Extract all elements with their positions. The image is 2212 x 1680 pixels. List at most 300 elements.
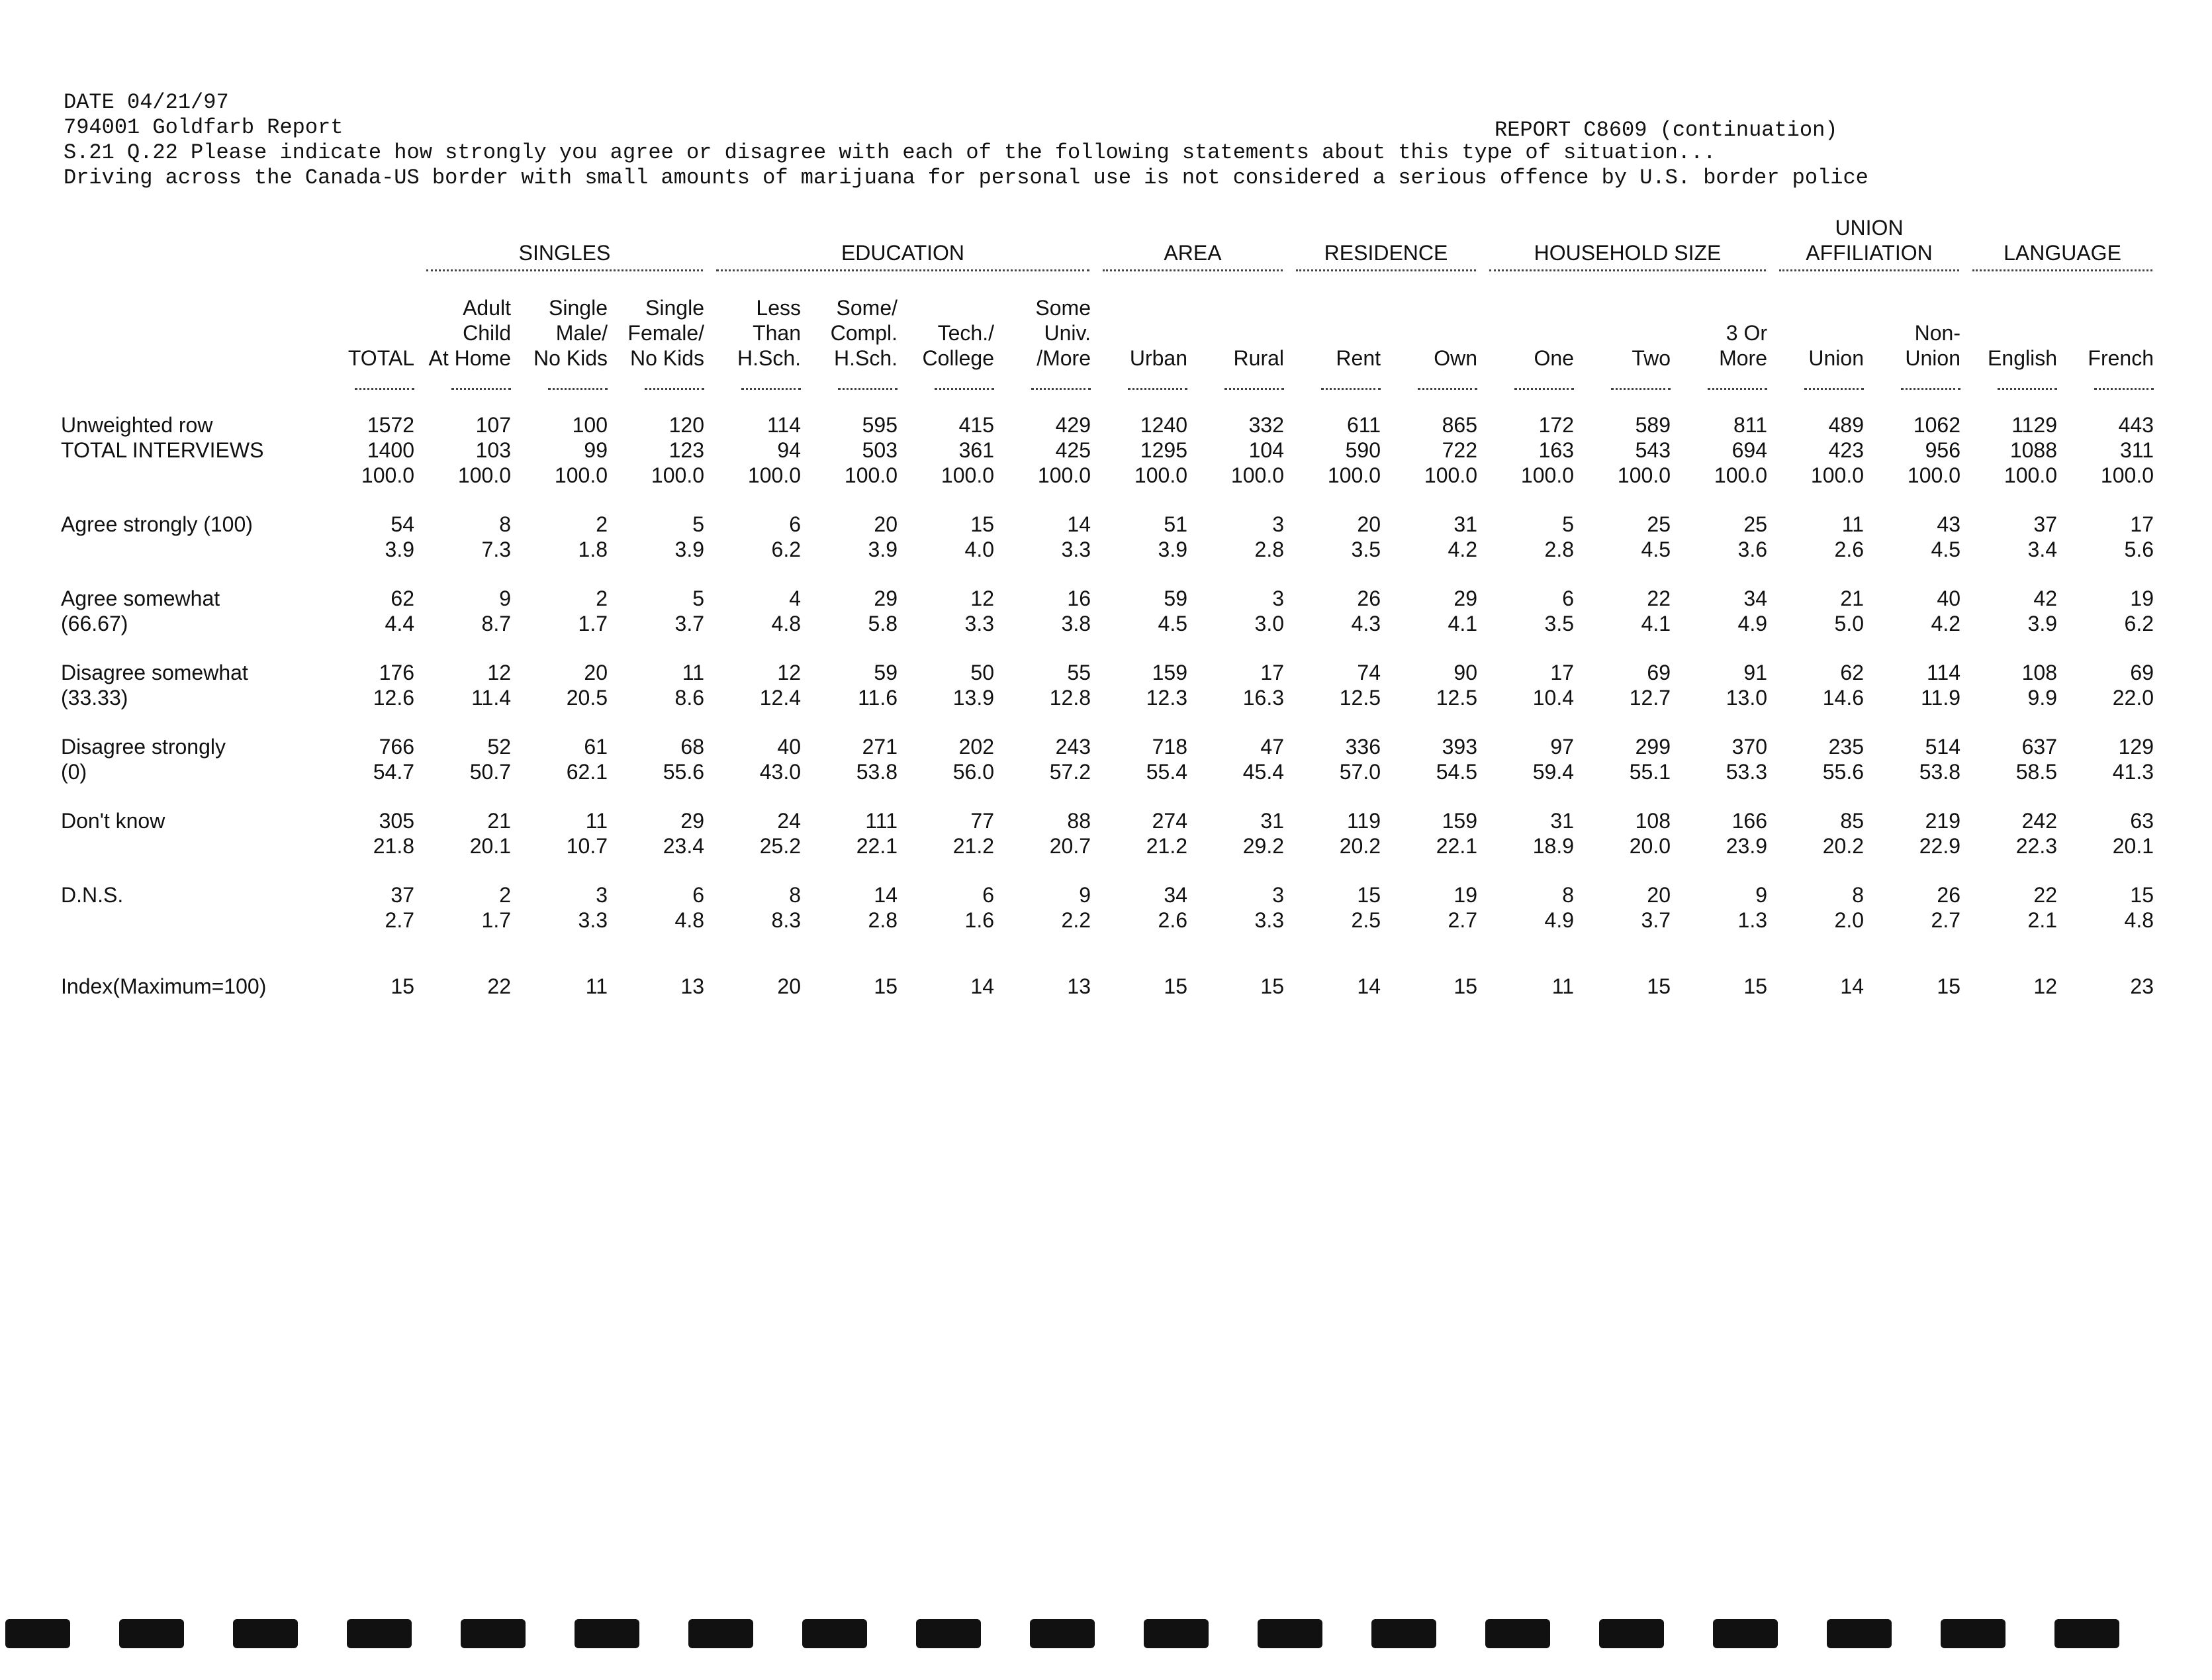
percent-cell: 22.1 (856, 834, 898, 858)
count-cell: 62 (1840, 661, 1864, 684)
index-cell: 12 (2033, 974, 2057, 998)
percent-cell: 3.6 (1737, 537, 1767, 561)
count-cell: 40 (1937, 586, 1960, 610)
count-cell: 514 (1925, 735, 1960, 759)
base-cell: 100.0 (844, 463, 898, 487)
count-cell: 37 (2033, 512, 2057, 536)
percent-cell: 22.9 (1919, 834, 1960, 858)
percent-cell: 3.7 (674, 612, 704, 635)
column-underline (516, 371, 613, 395)
percent-cell: 4.5 (1931, 537, 1960, 561)
count-cell: 114 (1926, 661, 1960, 684)
base-cell: 107 (475, 413, 511, 437)
edge-mark (461, 1619, 526, 1648)
report-date: DATE 04/21/97 (64, 90, 229, 115)
percent-cell: 12.5 (1436, 686, 1477, 710)
percent-cell: 13.0 (1726, 686, 1767, 710)
base-row-pct (58, 463, 2159, 488)
count-cell: 8 (789, 883, 801, 907)
base-cell: 811 (1733, 413, 1767, 437)
count-cell: 22 (2033, 883, 2057, 907)
response-row-counts (58, 808, 2159, 833)
base-cell: 722 (1442, 438, 1477, 462)
count-cell: 91 (1743, 661, 1767, 684)
percent-cell: 3.3 (1254, 908, 1284, 932)
response-label: Don't know (61, 809, 165, 833)
count-cell: 176 (379, 661, 414, 684)
percent-cell: 5.8 (868, 612, 898, 635)
index-cell: 11 (585, 974, 608, 998)
percent-cell: 2.5 (1351, 908, 1381, 932)
percent-cell: 57.0 (1339, 760, 1381, 784)
edge-mark (1258, 1619, 1322, 1648)
edge-mark (119, 1619, 184, 1648)
count-cell: 54 (391, 512, 414, 536)
count-cell: 15 (2130, 883, 2154, 907)
percent-cell: 3.3 (1061, 537, 1091, 561)
column-header-blank (58, 271, 323, 371)
count-cell: 2 (499, 883, 511, 907)
count-cell: 9 (1079, 883, 1091, 907)
column-header: Some/ Compl. H.Sch. (830, 296, 898, 370)
base-cell: 172 (1538, 413, 1574, 437)
count-cell: 43 (1937, 512, 1960, 536)
edge-mark (347, 1619, 412, 1648)
count-cell: 5 (1562, 512, 1574, 536)
count-cell: 8 (1562, 883, 1574, 907)
percent-cell: 2.8 (1544, 537, 1574, 561)
index-cell: 15 (1453, 974, 1477, 998)
index-cell: 14 (1357, 974, 1381, 998)
column-header: TOTAL (347, 346, 414, 370)
response-row-pcts (58, 833, 2159, 859)
percent-cell: 53.8 (856, 760, 898, 784)
percent-cell: 16.3 (1242, 686, 1284, 710)
percent-cell: 2.6 (1158, 908, 1187, 932)
count-cell: 69 (2130, 661, 2154, 684)
count-cell: 219 (1925, 809, 1960, 833)
percent-cell: 55.6 (663, 760, 704, 784)
group-header-label: UNION AFFILIATION (1779, 215, 1959, 271)
count-cell: 34 (1743, 586, 1767, 610)
percent-cell: 56.0 (952, 760, 994, 784)
group-header-label: EDUCATION (716, 240, 1089, 271)
group-header-label: LANGUAGE (1972, 240, 2152, 271)
count-cell: 69 (1647, 661, 1671, 684)
percent-cell: 20.0 (1629, 834, 1671, 858)
count-cell: 17 (1550, 661, 1574, 684)
percent-cell: 20.5 (566, 686, 608, 710)
group-header-label: HOUSEHOLD SIZE (1489, 240, 1766, 271)
count-cell: 14 (874, 883, 898, 907)
index-cell: 15 (1743, 974, 1767, 998)
percent-cell: 2.7 (1931, 908, 1960, 932)
count-cell: 88 (1067, 809, 1091, 833)
base-cell: 589 (1635, 413, 1671, 437)
count-cell: 274 (1152, 809, 1187, 833)
percent-cell: 21.2 (1146, 834, 1187, 858)
percent-cell: 3.9 (1158, 537, 1187, 561)
percent-cell: 3.8 (1061, 612, 1091, 635)
base-cell: 100.0 (651, 463, 704, 487)
edge-mark (1030, 1619, 1095, 1648)
base-cell: 1400 (367, 438, 414, 462)
column-underline (323, 371, 420, 395)
count-cell: 20 (1647, 883, 1671, 907)
percent-cell: 3.9 (385, 537, 414, 561)
index-cell: 20 (777, 974, 801, 998)
count-cell: 47 (1260, 735, 1284, 759)
percent-cell: 53.3 (1726, 760, 1767, 784)
column-underline (1869, 371, 1966, 395)
percent-cell: 1.7 (481, 908, 511, 932)
count-cell: 68 (680, 735, 704, 759)
response-row-pcts (58, 908, 2159, 933)
percent-cell: 2.0 (1834, 908, 1864, 932)
count-cell: 26 (1937, 883, 1960, 907)
count-cell: 59 (874, 661, 898, 684)
count-cell: 42 (2033, 586, 2057, 610)
column-underline (1773, 371, 1869, 395)
column-underline (1579, 371, 1676, 395)
column-header: 3 Or More (1719, 321, 1767, 370)
percent-cell: 3.3 (578, 908, 608, 932)
percent-cell: 4.1 (1641, 612, 1671, 635)
percent-cell: 13.9 (952, 686, 994, 710)
index-cell: 15 (391, 974, 414, 998)
base-cell: 100.0 (1810, 463, 1864, 487)
base-cell: 543 (1635, 438, 1671, 462)
base-cell: 100.0 (1327, 463, 1381, 487)
percent-cell: 12.3 (1146, 686, 1187, 710)
response-label: Disagree somewhat (33.33) (61, 661, 248, 710)
count-cell: 129 (2118, 735, 2154, 759)
base-cell: 100.0 (747, 463, 801, 487)
count-cell: 299 (1635, 735, 1671, 759)
index-label: Index(Maximum=100) (61, 974, 267, 998)
count-cell: 74 (1357, 661, 1381, 684)
base-cell: 163 (1538, 438, 1574, 462)
group-header (1773, 210, 1966, 271)
count-cell: 5 (692, 586, 704, 610)
column-underline (1096, 371, 1193, 395)
count-cell: 31 (1260, 809, 1284, 833)
count-cell: 235 (1828, 735, 1864, 759)
page-edge-marks (0, 1615, 2212, 1655)
percent-cell: 11.9 (1921, 686, 1960, 710)
count-cell: 637 (2021, 735, 2057, 759)
count-cell: 52 (487, 735, 511, 759)
count-cell: 6 (982, 883, 994, 907)
edge-mark (1713, 1619, 1778, 1648)
count-cell: 9 (499, 586, 511, 610)
count-cell: 31 (1550, 809, 1574, 833)
percent-cell: 2.6 (1834, 537, 1864, 561)
count-cell: 2 (596, 512, 608, 536)
count-cell: 718 (1152, 735, 1187, 759)
column-underline (1483, 371, 1579, 395)
count-cell: 5 (692, 512, 704, 536)
column-header: Rural (1233, 346, 1284, 370)
base-cell: 311 (2119, 438, 2154, 462)
response-row-counts (58, 586, 2159, 611)
percent-cell: 10.4 (1532, 686, 1574, 710)
edge-mark (1371, 1619, 1436, 1648)
column-underline (903, 371, 999, 395)
response-label: Agree somewhat (66.67) (61, 586, 220, 635)
percent-cell: 4.0 (964, 537, 994, 561)
base-cell: 1240 (1140, 413, 1187, 437)
percent-cell: 21.2 (952, 834, 994, 858)
percent-cell: 4.9 (1737, 612, 1767, 635)
response-label: D.N.S. (61, 883, 124, 907)
count-cell: 19 (1453, 883, 1477, 907)
index-cell: 15 (874, 974, 898, 998)
count-cell: 37 (391, 883, 414, 907)
base-row-total (58, 438, 2159, 463)
percent-cell: 22.0 (2112, 686, 2154, 710)
count-cell: 61 (584, 735, 608, 759)
percent-cell: 8.3 (771, 908, 801, 932)
group-header (710, 210, 1096, 271)
column-underline (999, 371, 1096, 395)
index-cell: 13 (1067, 974, 1091, 998)
count-cell: 16 (1067, 586, 1091, 610)
index-cell: 15 (1647, 974, 1671, 998)
percent-cell: 2.7 (385, 908, 414, 932)
count-cell: 6 (1562, 586, 1574, 610)
percent-cell: 53.8 (1919, 760, 1960, 784)
count-cell: 25 (1647, 512, 1671, 536)
percent-cell: 3.5 (1544, 612, 1574, 635)
count-cell: 6 (789, 512, 801, 536)
percent-cell: 20.1 (469, 834, 511, 858)
count-cell: 26 (1357, 586, 1381, 610)
base-cell: 114 (766, 413, 801, 437)
percent-cell: 55.4 (1146, 760, 1187, 784)
base-cell: 100.0 (1617, 463, 1671, 487)
base-cell: 415 (958, 413, 994, 437)
column-header: Two (1632, 346, 1671, 370)
percent-cell: 3.9 (674, 537, 704, 561)
percent-cell: 4.8 (2124, 908, 2154, 932)
column-underline (613, 371, 710, 395)
response-row-counts (58, 660, 2159, 685)
percent-cell: 3.5 (1351, 537, 1381, 561)
percent-cell: 55.6 (1822, 760, 1864, 784)
count-cell: 8 (1852, 883, 1864, 907)
count-cell: 370 (1731, 735, 1767, 759)
base-cell: 100.0 (1424, 463, 1477, 487)
base-cell: 94 (777, 438, 801, 462)
count-cell: 202 (958, 735, 994, 759)
report-id: REPORT C8609 (continuation) (1495, 118, 1838, 142)
column-underline (2062, 371, 2159, 395)
column-underline (1193, 371, 1289, 395)
percent-cell: 20.2 (1822, 834, 1864, 858)
column-header: Less Than H.Sch. (737, 296, 801, 370)
percent-cell: 20.2 (1339, 834, 1381, 858)
percent-cell: 3.9 (2027, 612, 2057, 635)
percent-cell: 54.5 (1436, 760, 1477, 784)
percent-cell: 21.8 (373, 834, 414, 858)
percent-cell: 3.9 (868, 537, 898, 561)
count-cell: 12 (487, 661, 511, 684)
percent-cell: 8.6 (674, 686, 704, 710)
percent-cell: 62.1 (566, 760, 608, 784)
count-cell: 271 (862, 735, 898, 759)
count-cell: 34 (1164, 883, 1187, 907)
base-cell: 443 (2118, 413, 2154, 437)
column-header: French (2088, 346, 2154, 370)
count-cell: 119 (1346, 809, 1381, 833)
percent-cell: 29.2 (1242, 834, 1284, 858)
percent-cell: 2.8 (1254, 537, 1284, 561)
index-cell: 15 (1260, 974, 1284, 998)
percent-cell: 43.0 (759, 760, 801, 784)
percent-cell: 54.7 (373, 760, 414, 784)
percent-cell: 3.0 (1254, 612, 1284, 635)
column-header: One (1534, 346, 1574, 370)
index-cell: 13 (680, 974, 704, 998)
count-cell: 4 (789, 586, 801, 610)
base-cell: 100.0 (1037, 463, 1091, 487)
count-cell: 77 (970, 809, 994, 833)
percent-cell: 23.4 (663, 834, 704, 858)
response-label: Disagree strongly (0) (61, 735, 226, 784)
edge-mark (1941, 1619, 2005, 1648)
percent-cell: 7.3 (481, 537, 511, 561)
count-cell: 51 (1164, 512, 1187, 536)
response-row-counts (58, 734, 2159, 759)
count-cell: 11 (585, 809, 608, 833)
dash-blank (58, 371, 323, 395)
base-cell: 1062 (1913, 413, 1960, 437)
column-header: Some Univ. /More (1035, 296, 1091, 370)
base-cell: 123 (668, 438, 704, 462)
count-cell: 20 (874, 512, 898, 536)
count-cell: 8 (499, 512, 511, 536)
percent-cell: 22.3 (2015, 834, 2057, 858)
base-cell: 1129 (2011, 413, 2057, 437)
percent-cell: 2.8 (868, 908, 898, 932)
response-label: Agree strongly (100) (61, 512, 253, 536)
index-cell: 14 (1840, 974, 1864, 998)
column-header: Adult Child At Home (428, 296, 511, 370)
percent-cell: 45.4 (1242, 760, 1284, 784)
index-cell: 11 (1551, 974, 1574, 998)
count-cell: 11 (682, 661, 704, 684)
group-header (1289, 210, 1483, 271)
edge-mark (2054, 1619, 2119, 1648)
base-cell: 590 (1345, 438, 1381, 462)
count-cell: 62 (391, 586, 414, 610)
count-cell: 29 (680, 809, 704, 833)
statement-text: Driving across the Canada-US border with small amounts of marijuana for personal use is not considered a serious offence by U.S. border police (64, 165, 1868, 190)
count-cell: 24 (777, 809, 801, 833)
column-header: English (1988, 346, 2057, 370)
count-cell: 20 (584, 661, 608, 684)
percent-cell: 4.4 (385, 612, 414, 635)
count-cell: 31 (1453, 512, 1477, 536)
percent-cell: 4.5 (1158, 612, 1187, 635)
percent-cell: 23.9 (1726, 834, 1767, 858)
count-cell: 243 (1055, 735, 1091, 759)
base-cell: 100.0 (2100, 463, 2154, 487)
count-cell: 159 (1152, 661, 1187, 684)
base-cell: 611 (1346, 413, 1381, 437)
count-cell: 29 (874, 586, 898, 610)
column-underline (1289, 371, 1386, 395)
percent-cell: 25.2 (759, 834, 801, 858)
percent-cell: 4.9 (1544, 908, 1574, 932)
count-cell: 3 (1272, 512, 1284, 536)
count-cell: 14 (1067, 512, 1091, 536)
count-cell: 21 (1840, 586, 1864, 610)
column-underline (806, 371, 903, 395)
percent-cell: 57.2 (1049, 760, 1091, 784)
base-cell: 1295 (1140, 438, 1187, 462)
percent-cell: 12.4 (759, 686, 801, 710)
base-cell: 103 (475, 438, 511, 462)
count-cell: 19 (2130, 586, 2154, 610)
edge-mark (5, 1619, 70, 1648)
percent-cell: 41.3 (2112, 760, 2154, 784)
group-header-label: AREA (1103, 240, 1283, 271)
response-row-pcts (58, 759, 2159, 784)
count-cell: 11 (1841, 512, 1864, 536)
count-cell: 17 (2130, 512, 2154, 536)
report-name: 794001 Goldfarb Report (64, 115, 344, 140)
column-underline (710, 371, 806, 395)
base-cell: 425 (1055, 438, 1091, 462)
percent-cell: 12.8 (1049, 686, 1091, 710)
percent-cell: 4.5 (1641, 537, 1671, 561)
percent-cell: 4.1 (1448, 612, 1477, 635)
percent-cell: 6.2 (2124, 612, 2154, 635)
base-cell: 1572 (367, 413, 414, 437)
label-blank (58, 537, 323, 562)
base-cell: 100.0 (2004, 463, 2057, 487)
percent-cell: 58.5 (2015, 760, 2057, 784)
count-cell: 29 (1453, 586, 1477, 610)
edge-mark (802, 1619, 867, 1648)
index-cell: 23 (2130, 974, 2154, 998)
percent-cell: 3.3 (964, 612, 994, 635)
base-cell: 423 (1828, 438, 1864, 462)
base-cell: 956 (1925, 438, 1960, 462)
column-header: Urban (1129, 346, 1187, 370)
base-cell: 332 (1248, 413, 1284, 437)
percent-cell: 10.7 (566, 834, 608, 858)
percent-cell: 6.2 (771, 537, 801, 561)
column-header: Rent (1336, 346, 1381, 370)
column-header: Own (1434, 346, 1477, 370)
percent-cell: 4.8 (674, 908, 704, 932)
percent-cell: 8.7 (481, 612, 511, 635)
column-header: Union (1808, 346, 1864, 370)
count-cell: 108 (2021, 661, 2057, 684)
percent-cell: 11.4 (471, 686, 511, 710)
percent-cell: 12.5 (1339, 686, 1381, 710)
edge-mark (1144, 1619, 1209, 1648)
base-cell: 100.0 (1907, 463, 1960, 487)
base-cell: 100.0 (554, 463, 608, 487)
column-header: Single Female/ No Kids (627, 296, 704, 370)
base-cell: 694 (1731, 438, 1767, 462)
group-header (1966, 210, 2159, 271)
column-header: Non- Union (1905, 321, 1960, 370)
